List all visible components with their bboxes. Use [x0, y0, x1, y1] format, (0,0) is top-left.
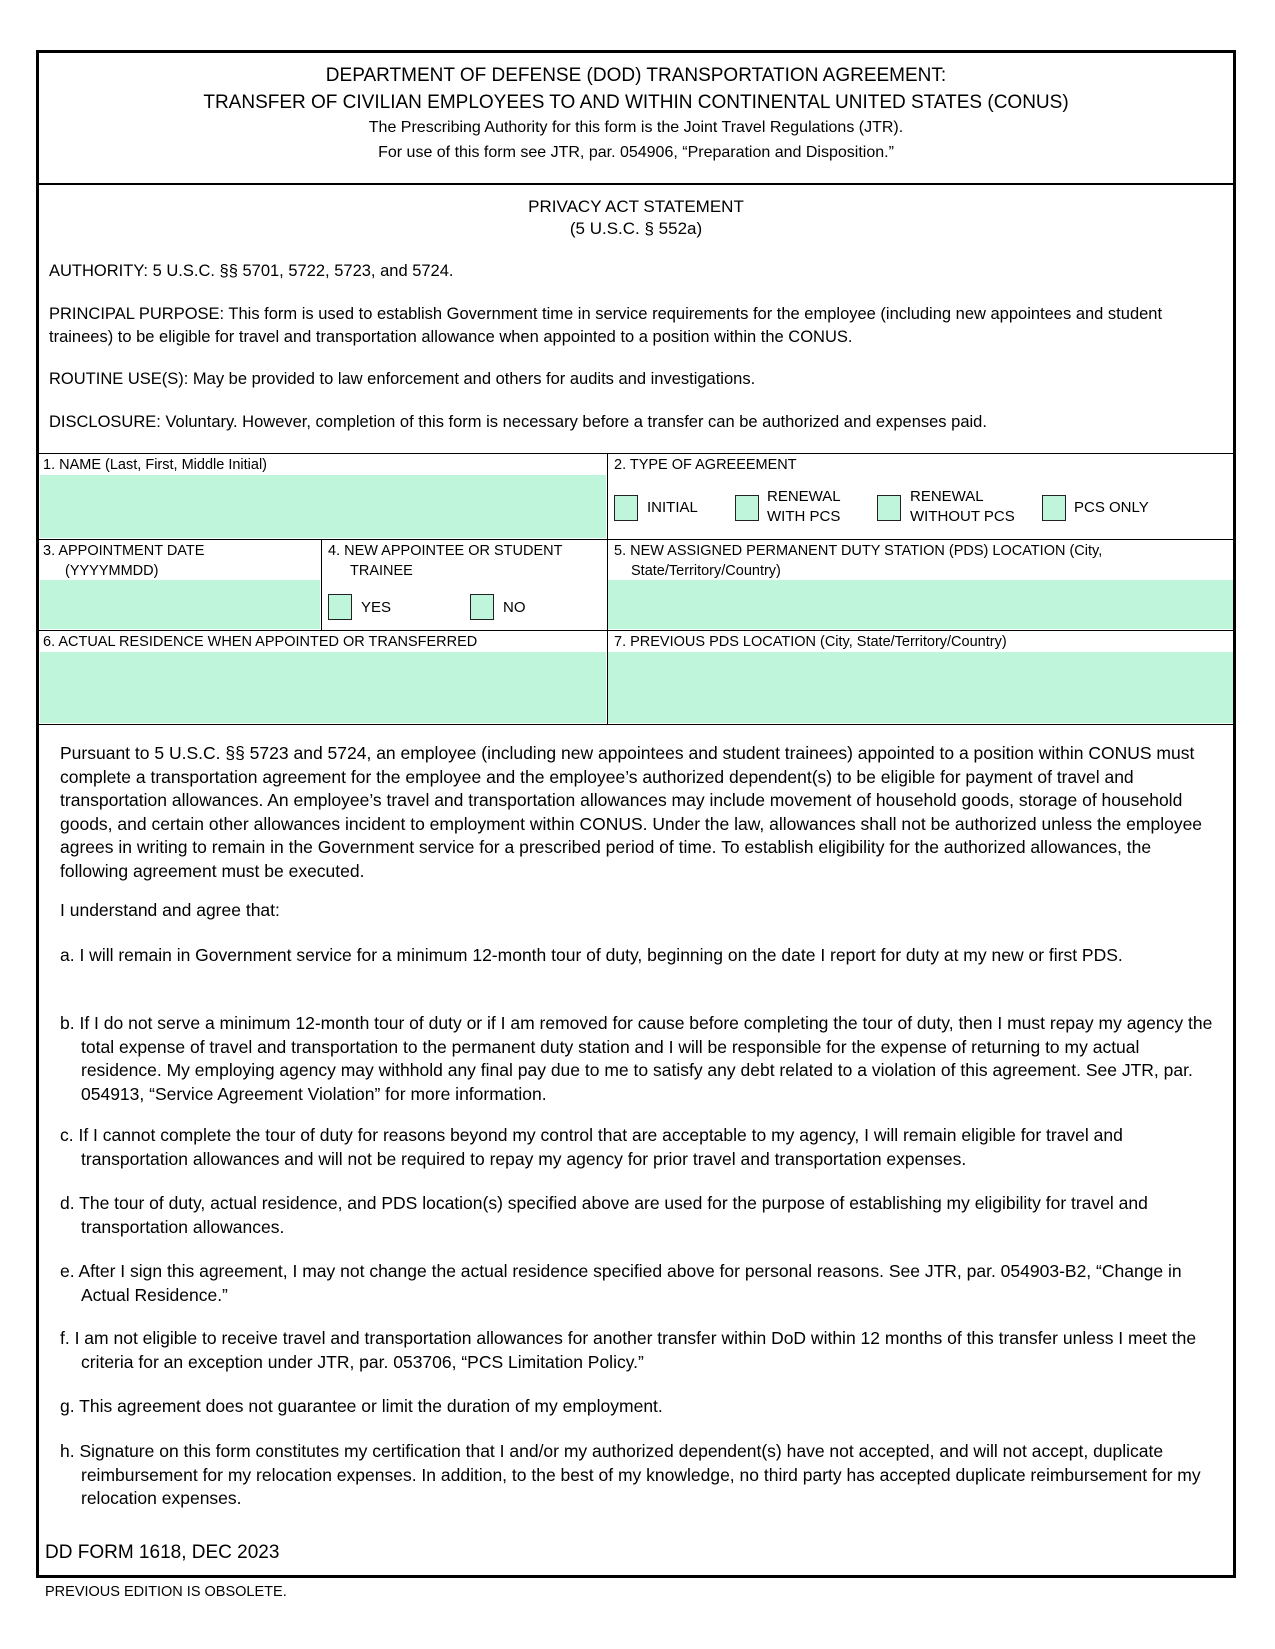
agreement-item-f: f. I am not eligible to receive travel and transportation allowances for another transfer within DoD within 12 months of this transfer unless I meet the criteria for an exception under JTR, par. 053706, “PCS Limitation Policy.” [60, 1328, 1197, 1372]
form-title-line2: TRANSFER OF CIVILIAN EMPLOYEES TO AND WITHIN CONTINENTAL UNITED STATES (CONUS) [203, 92, 1069, 113]
new-appointee-label-line2: TRAINEE [350, 563, 413, 579]
form-header [39, 53, 1233, 185]
agreement-item-e: e. After I sign this agreement, I may not change the actual residence specified above for personal reasons. See JTR, par. 054903-B2, “Change in Actual Residence.” [60, 1261, 1182, 1305]
renewal-without-pcs-label-line2: WITHOUT PCS [910, 508, 1015, 525]
appointment-date-field[interactable] [40, 580, 320, 629]
residence-label: 6. ACTUAL RESIDENCE WHEN APPOINTED OR TRANSFERRED [43, 634, 478, 650]
new-pds-label-line2: State/Territory/Country) [631, 563, 781, 579]
form-container [36, 50, 1236, 1578]
no-checkbox[interactable] [470, 594, 494, 620]
no-label: NO [503, 599, 526, 616]
renewal-without-pcs-label-line1: RENEWAL [910, 488, 984, 505]
agreement-item-d: d. The tour of duty, actual residence, and PDS location(s) specified above are used for the purpose of establishing my eligibility for travel and transportation allowances. [60, 1193, 1148, 1237]
divider [39, 539, 1233, 540]
name-field[interactable] [40, 475, 606, 538]
edition-note: PREVIOUS EDITION IS OBSOLETE. [45, 1584, 287, 1600]
divider [39, 724, 1233, 725]
name-label: 1. NAME (Last, First, Middle Initial) [43, 457, 267, 473]
privacy-act-section [39, 183, 1233, 453]
renewal-with-pcs-checkbox[interactable] [735, 495, 759, 521]
agreement-type-label: 2. TYPE OF AGREEEMENT [614, 457, 797, 473]
divider [321, 539, 322, 630]
privacy-citation: (5 U.S.C. § 552a) [569, 219, 703, 238]
appointment-date-label-line1: 3. APPOINTMENT DATE [43, 543, 205, 559]
form-use-note: For use of this form see JTR, par. 054906, “Preparation and Disposition.” [378, 144, 894, 161]
yes-label: YES [361, 599, 392, 616]
agreement-item-c: c. If I cannot complete the tour of duty for reasons beyond my control that are acceptable to my agency, I will remain eligible for travel and transportation allowances and will not be required to repay my agency for prior travel and transportation expenses. [60, 1125, 1123, 1169]
agreement-item-b: b. If I do not serve a minimum 12-month tour of duty or if I am removed for cause before completing the tour of duty, then I must repay my agency the total expense of travel and transportation to the permanent duty station and I will be responsible for the expense of returning to my actual residence. My employing agency may withhold any final pay due to me to satisfy any debt related to a violation of this agreement. See JTR, par. 054913, “Service Agreement Violation” for more information. [60, 1013, 1213, 1104]
agreement-intro: Pursuant to 5 U.S.C. §§ 5723 and 5724, an employee (including new appointees and student trainees) appointed to a position within CONUS must complete a transportation agreement for the employee and the employee’s authorized dependent(s) to be eligible for payment of travel and transportation allowances. An employee’s travel and transportation allowances may include movement of household goods, storage of household goods, and certain other allowances incident to employment within CONUS. Under the law, allowances shall not be authorized unless the employee agrees in writing to remain in the Government service for a prescribed period of time. To establish eligibility for the authorized allowances, the following agreement must be executed. [60, 743, 1203, 881]
initial-checkbox[interactable] [614, 495, 638, 521]
renewal-with-pcs-label-line1: RENEWAL [767, 488, 841, 505]
agreement-understand: I understand and agree that: [60, 900, 280, 920]
yes-checkbox[interactable] [328, 594, 352, 620]
appointment-date-label-line2: (YYYYMMDD) [65, 563, 159, 579]
privacy-routine-use: ROUTINE USE(S): May be provided to law enforcement and others for audits and investigations. [49, 370, 756, 388]
pcs-only-checkbox[interactable] [1042, 495, 1066, 521]
agreement-item-g: g. This agreement does not guarantee or limit the duration of my employment. [60, 1396, 663, 1416]
privacy-authority: AUTHORITY: 5 U.S.C. §§ 5701, 5722, 5723, and 5724. [49, 262, 454, 280]
privacy-title: PRIVACY ACT STATEMENT [528, 197, 744, 216]
form-title-line1: DEPARTMENT OF DEFENSE (DOD) TRANSPORTATION AGREEMENT: [325, 65, 947, 86]
previous-pds-field[interactable] [608, 652, 1233, 723]
form-identifier: DD FORM 1618, DEC 2023 [45, 1542, 280, 1563]
residence-field[interactable] [40, 652, 606, 723]
previous-pds-label: 7. PREVIOUS PDS LOCATION (City, State/Territory/Country) [614, 634, 1007, 650]
initial-label: INITIAL [647, 499, 698, 516]
privacy-purpose: PRINCIPAL PURPOSE: This form is used to establish Government time in service requirements for the employee (including new appointees and student trainees) to be eligible for travel and transportation allowance when appointed to a position within the CONUS. [49, 305, 1163, 346]
agreement-item-a: a. I will remain in Government service for a minimum 12-month tour of duty, beginning on the date I report for duty at my new or first PDS. [60, 945, 1123, 965]
privacy-disclosure: DISCLOSURE: Voluntary. However, completion of this form is necessary before a transfer can be authorized and expenses paid. [49, 413, 987, 431]
renewal-with-pcs-label-line2: WITH PCS [767, 508, 841, 525]
prescribing-authority: The Prescribing Authority for this form is the Joint Travel Regulations (JTR). [368, 119, 904, 136]
new-appointee-label-line1: 4. NEW APPOINTEE OR STUDENT [328, 543, 563, 559]
pcs-only-label: PCS ONLY [1074, 499, 1149, 516]
divider [39, 630, 1233, 631]
agreement-item-h: h. Signature on this form constitutes my certification that I and/or my authorized dependent(s) have not accepted, and will not accept, duplicate reimbursement for my relocation expenses. In addition, to the best of my knowledge, no third party has accepted duplicate reimbursement for my relocation expenses. [60, 1441, 1201, 1508]
renewal-without-pcs-checkbox[interactable] [877, 495, 901, 521]
new-pds-label-line1: 5. NEW ASSIGNED PERMANENT DUTY STATION (PDS) LOCATION (City, [614, 543, 1103, 559]
divider [39, 453, 1233, 454]
new-pds-field[interactable] [608, 580, 1233, 629]
